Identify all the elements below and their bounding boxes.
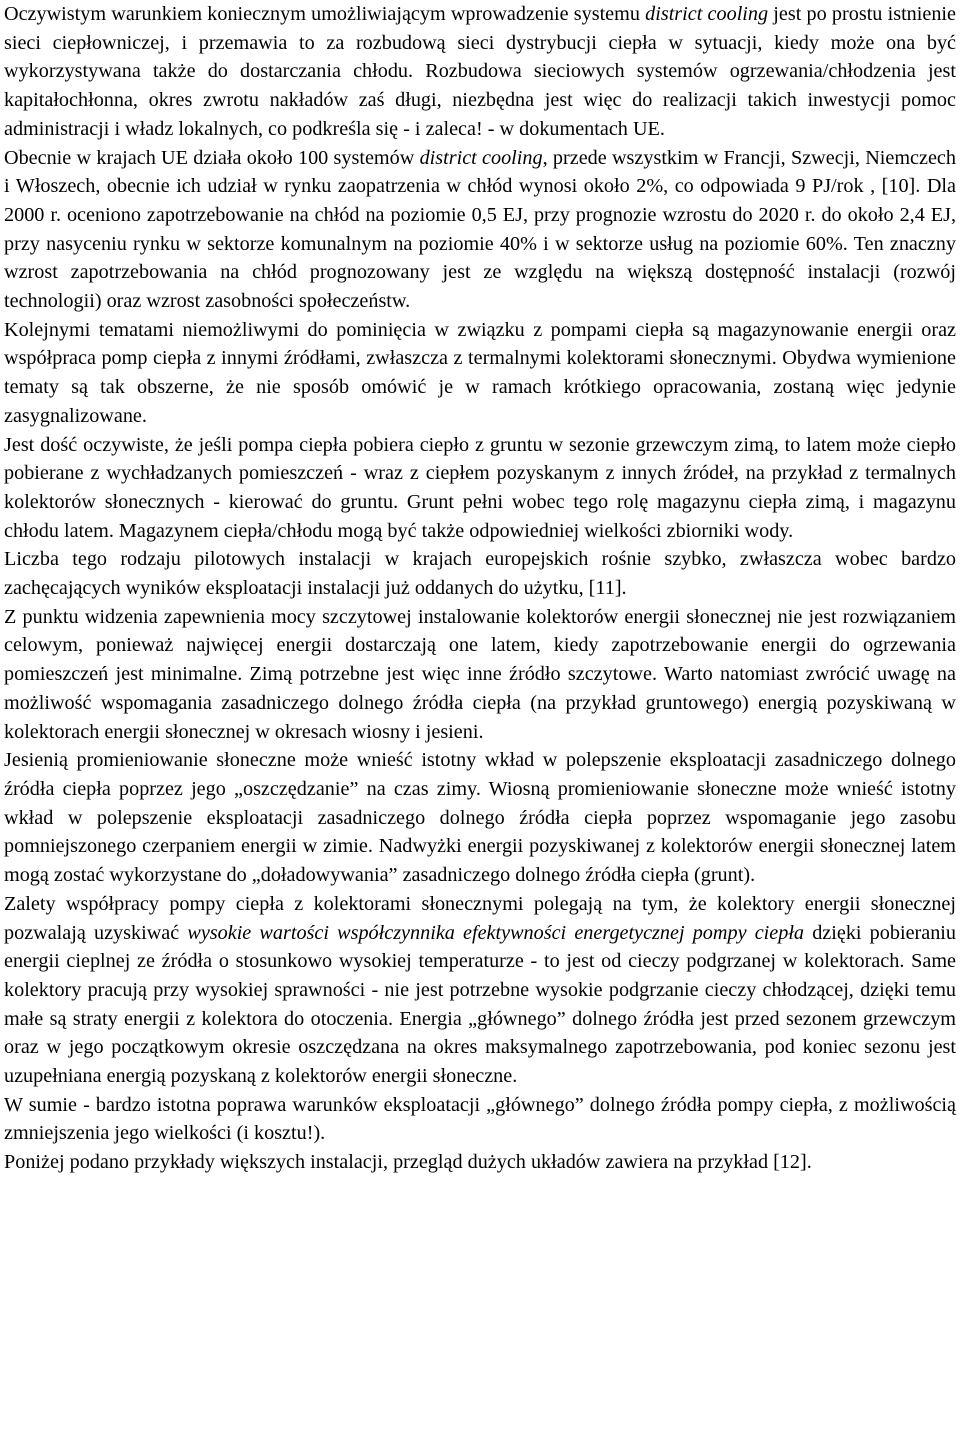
text-segment: jest po prostu istnienie sieci ciepłowniczej, i przemawia to za rozbudową sieci dystrybucji ciepła w sytuacji, kiedy może ona być wykorzystywana także do dostarczania chłodu. Rozbudowa sieciowych systemów ogrzewania/chłodzenia jest kapitałochłonna, okres zwrotu nakładów zaś długi, niezbędna jest więc do realizacji takich inwestycji pomoc administracji i władz lokalnych, co podkreśla się - i zaleca! - w dokumentach UE. [4,3,956,140]
paragraph-district-cooling [4,0,956,144]
text-segment: Jesienią promieniowanie słoneczne może wnieść istotny wkład w polepszenie eksploatacji zasadniczego dolnego źródła ciepła poprzez jego „oszczędzanie” na czas zimy. Wiosną promieniowanie słoneczne może wnieść istotny wkład w polepszenie eksploatacji zasadniczego dolnego źródła ciepła poprzez wspomaganie jego zasobu pomniejszonego czerpaniem energii w zimie. Nadwyżki energii pozyskiwanej z kolektorów energii słonecznej latem mogą zostać wykorzystane do „doładowywania” zasadniczego dolnego źródła ciepła (grunt). [4,749,956,887]
text-segment: dzięki pobieraniu energii cieplnej ze źródła o stosunkowo wysokiej temperaturze - to jest od cieczy podgrzanej w kolektorach. Same kolektory pracują przy wysokiej sprawności - nie jest potrzebne wysokie podgrzanie cieczy chłodzącej, dzięki temu małe są straty energii z kolektora do otoczenia. Energia „głównego” dolnego źródła jest przed sezonem grzewczym oraz w jego początkowym okresie oszczędzana na okres maksymalnego zapotrzebowania, pod koniec sezonu jest uzupełniana energią pozyskaną z kolektorów energii słoneczne. [4,921,957,1088]
italic-text-segment: district cooling [419,146,543,169]
text-segment: Kolejnymi tematami niemożliwymi do pominięcia w związku z pompami ciepła są magazynowanie energii oraz współpraca pomp ciepła z innymi źródłami, zwłaszcza z termalnymi kolektorami słonecznymi. Obydwa wymienione tematy są tak obszerne, że nie sposób omówić je w ramach krótkiego opracowania, zostaną więc jedynie zasygnalizowane. [4,318,956,427]
paragraph-pilot-installations [4,545,956,602]
text-segment: Poniżej podano przykłady większych instalacji, przegląd dużych układów zawiera na przykład [12]. [4,1151,812,1174]
paragraph-ground-storage [4,431,956,546]
italic-text-segment: district cooling [645,3,769,25]
text-segment: , przede wszystkim w Francji, Szwecji, Niemczech i Włoszech, obecnie ich udział w rynku zaopatrzenia w chłód wynosi około 2%, co odpowiada 9 PJ/rok , [10]. Dla 2000 r. oceniono zapotrzebowanie na chłód na poziomie 0,5 EJ, przy prognozie wzrostu do 2020 r. do około 2,4 EJ, przy nasyceniu rynku w sektorze komunalnym na poziomie 40% i w sektorze usług na poziomie 60%. Ten znaczny wzrost zapotrzebowania na chłód prognozowany jest ze względu na większą dostępność instalacji (rozwój technologii) oraz wzrost zasobności społeczeństw. [4,146,956,313]
paragraph-summary [4,1091,956,1148]
text-segment: Z punktu widzenia zapewnienia mocy szczytowej instalowanie kolektorów energii słonecznej nie jest rozwiązaniem celowym, ponieważ najwięcej energii dostarczają one latem, kiedy zapotrzebowanie energii do ogrzewania pomieszczeń jest minimalne. Zimą potrzebne jest więc inne źródło szczytowe. Warto natomiast zwrócić uwagę na możliwość wspomagania zasadniczego dolnego źródła ciepła (na przykład gruntowego) energią pozyskiwaną w kolektorach energii słonecznej w okresach wiosny i jesieni. [4,605,956,743]
italic-text-segment: wysokie wartości współczynnika efektywności energetycznej pompy ciepła [187,921,805,944]
paragraph-peak-power [4,603,956,747]
paragraph-autumn-radiation [4,746,956,890]
text-segment: Obecnie w krajach UE działa około 100 systemów [4,146,420,169]
text-segment: Zalety współpracy pompy ciepła z kolektorami słonecznymi polegają na tym, że kolektory energii słonecznej pozwalają uzyskiwać [4,892,956,944]
text-segment: Liczba tego rodzaju pilotowych instalacji w krajach europejskich rośnie szybko, zwłaszcza wobec bardzo zachęcających wyników eksploatacji instalacji już oddanych do użytku, [11]. [4,548,956,600]
paragraph-examples [4,1148,956,1177]
paragraph-cooperation-benefits [4,890,956,1091]
text-segment: Jest dość oczywiste, że jeśli pompa ciepła pobiera ciepło z gruntu w sezonie grzewczym zimą, to latem może ciepło pobierane z wychładzanych pomieszczeń - wraz z ciepłem pozyskanym z innych źródeł, na przykład z termalnych kolektorów słonecznych - kierować do gruntu. Grunt pełni wobec tego rolę magazynu ciepła zimą, i magazynu chłodu latem. Magazynem ciepła/chłodu mogą być także odpowiedniej wielkości zbiorniki wody. [4,433,956,542]
paragraph-further-topics [4,316,956,431]
text-segment: W sumie - bardzo istotna poprawa warunków eksploatacji „głównego” dolnego źródła pompy ciepła, z możliwością zmniejszenia jego wielkości (i kosztu!). [4,1093,956,1145]
text-segment: Oczywistym warunkiem koniecznym umożliwiającym wprowadzenie systemu [4,3,646,25]
paragraph-eu-systems [4,144,956,316]
